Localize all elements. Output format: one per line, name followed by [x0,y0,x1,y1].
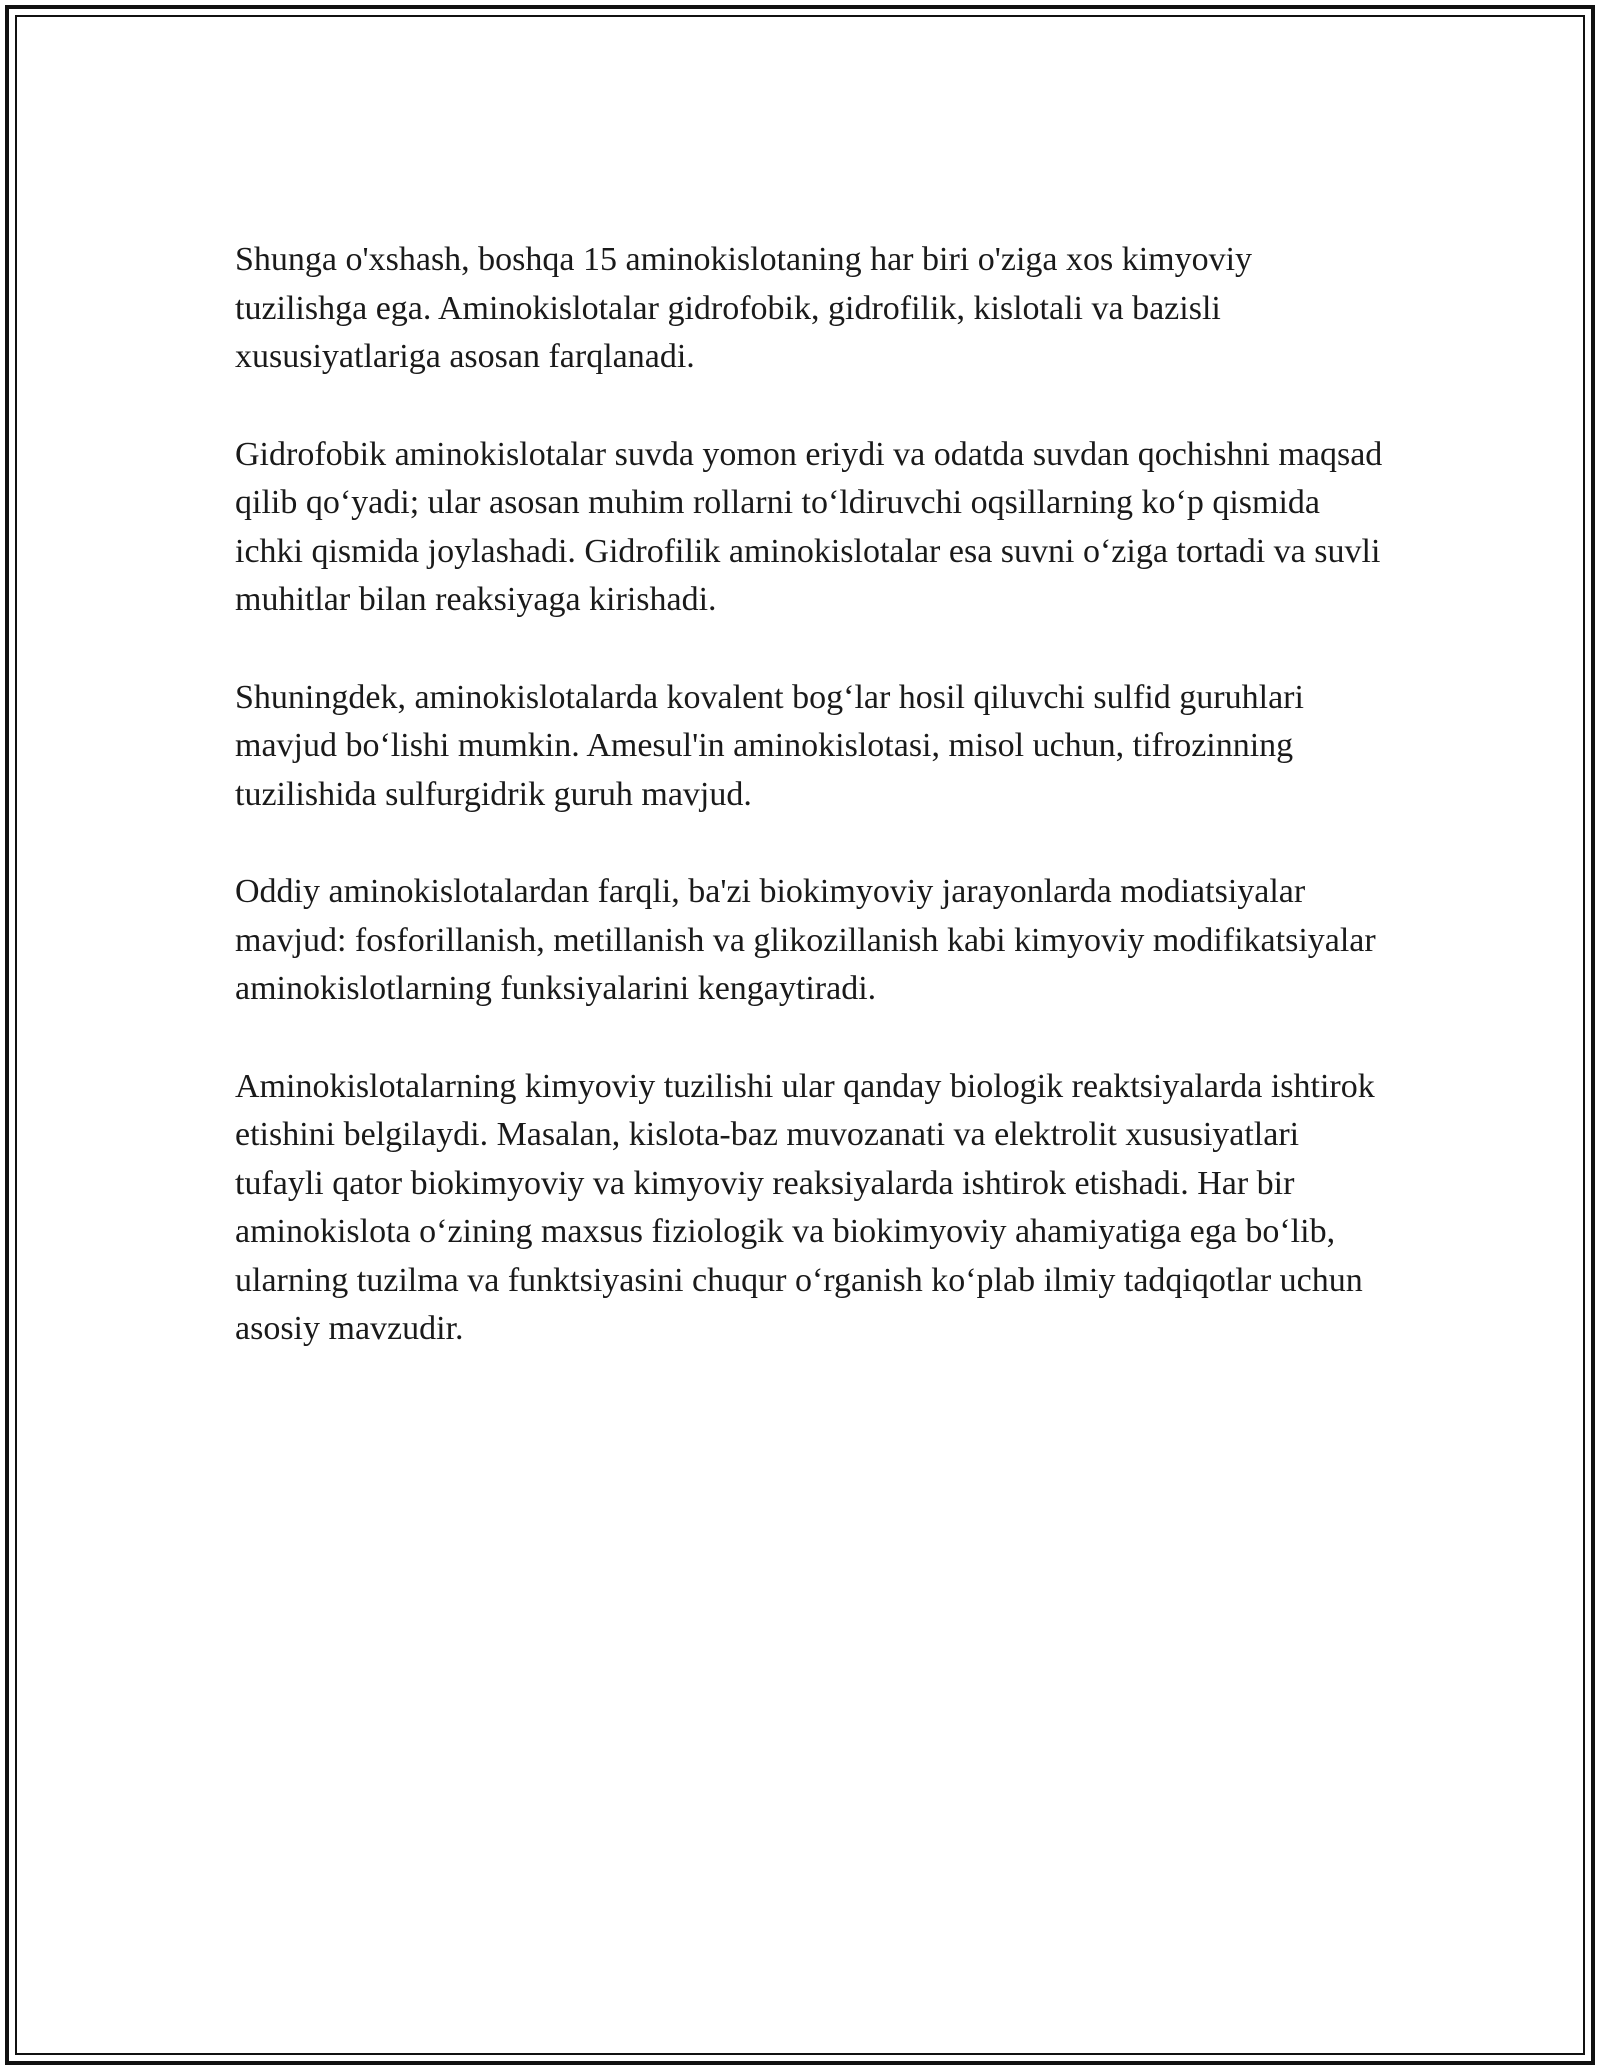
paragraph-3: Shuningdek, aminokislotalarda kovalent bog‘lar hosil qiluvchi sulfid guruhlari mavjud bo‘lishi mumkin. Amesul'in aminokislotasi, misol uchun, tifrozinning tuzilishida sulfurgidrik guruh mavjud. [235,678,1304,813]
paragraph-2: Gidrofobik aminokislotalar suvda yomon eriydi va odatda suvdan qochishni maqsad qilib qo‘yadi; ular asosan muhim rollarni to‘ldiruvchi oqsillarning ko‘p qismida ichki qismida joylashadi. Gidrofilik aminokislotalar esa suvni o‘ziga tortadi va suvli muhitlar bilan reaksiyaga kirishadi. [235,435,1383,618]
document-body [235,236,1385,1403]
paragraph-4: Oddiy aminokislotalardan farqli, ba'zi biokimyoviy jarayonlarda modiatsiyalar mavjud: fosforillanish, metillanish va glikozillanish kabi kimyoviy modifikatsiyalar aminokislotlarning funksiyalarini kengaytiradi. [235,873,1376,1007]
paragraph-1: Shunga o'xshash, boshqa 15 aminokislotaning har biri o'ziga xos kimyoviy tuzilishga ega. Aminokislotalar gidrofobik, gidrofilik, kislotali va bazisli xususiyatlariga asosan farqlanadi. [235,241,1253,375]
paragraph-5: Aminokislotalarning kimyoviy tuzilishi ular qanday biologik reaktsiyalarda ishtirok etishini belgilaydi. Masalan, kislota-baz muvozanati va elektrolit xususiyatlari tufayli qator biokimyoviy va kimyoviy reaksiyalarda ishtirok etishadi. Har bir aminokislota o‘zining maxsus fiziologik va biokimyoviy ahamiyatiga ega bo‘lib, ularning tuzilma va funktsiyasini chuqur o‘rganish ko‘plab ilmiy tadqiqotlar uchun asosiy mavzudir. [235,1067,1375,1347]
